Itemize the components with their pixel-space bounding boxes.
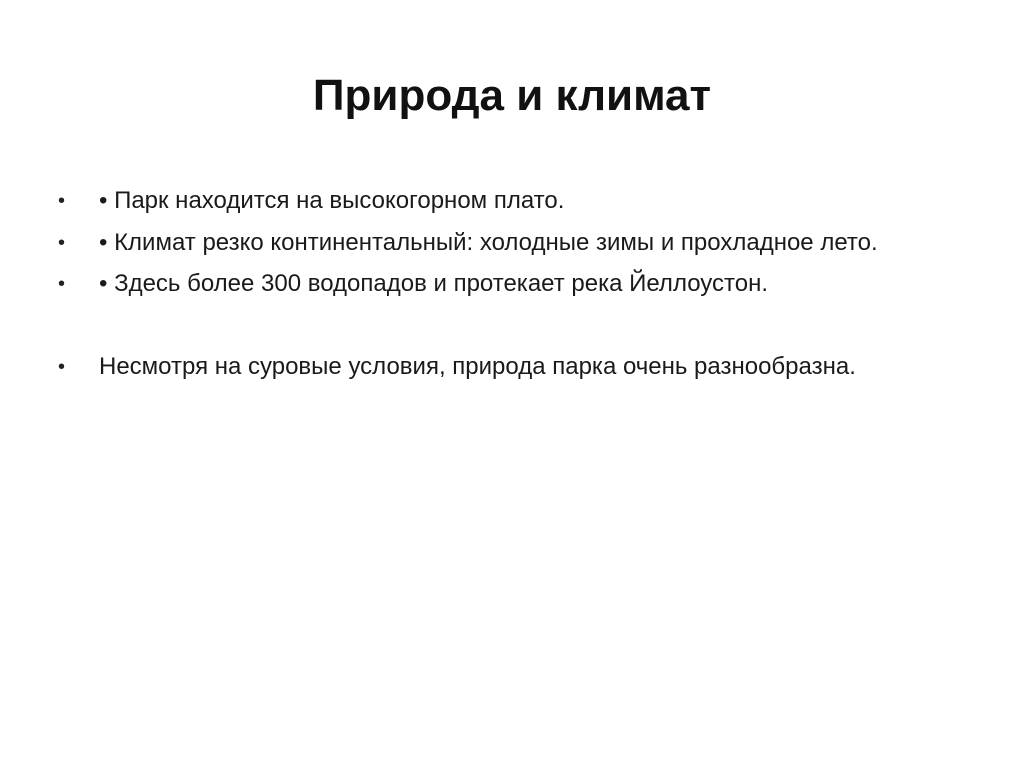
bullet-dot-icon: • [58,273,66,295]
slide-title: Природа и климат [312,71,712,120]
bullet-text: Несмотря на суровые условия, природа парка очень разнообразна. [99,353,856,380]
bullet-text: • Здесь более 300 водопадов и протекает река Йеллоустон. [99,270,769,297]
bullet-item [0,350,1024,384]
bullet-item [0,226,1024,260]
bullet-text: • Парк находится на высокогорном плато. [99,187,565,214]
bullet-item [0,267,1024,301]
bullet-dot-icon: • [58,232,66,254]
bullet-text: • Климат резко континентальный: холодные зимы и прохладное лето. [99,229,878,256]
bullet-dot-icon: • [58,190,66,212]
bullet-item [0,184,1024,218]
bullet-dot-icon: • [58,356,66,378]
